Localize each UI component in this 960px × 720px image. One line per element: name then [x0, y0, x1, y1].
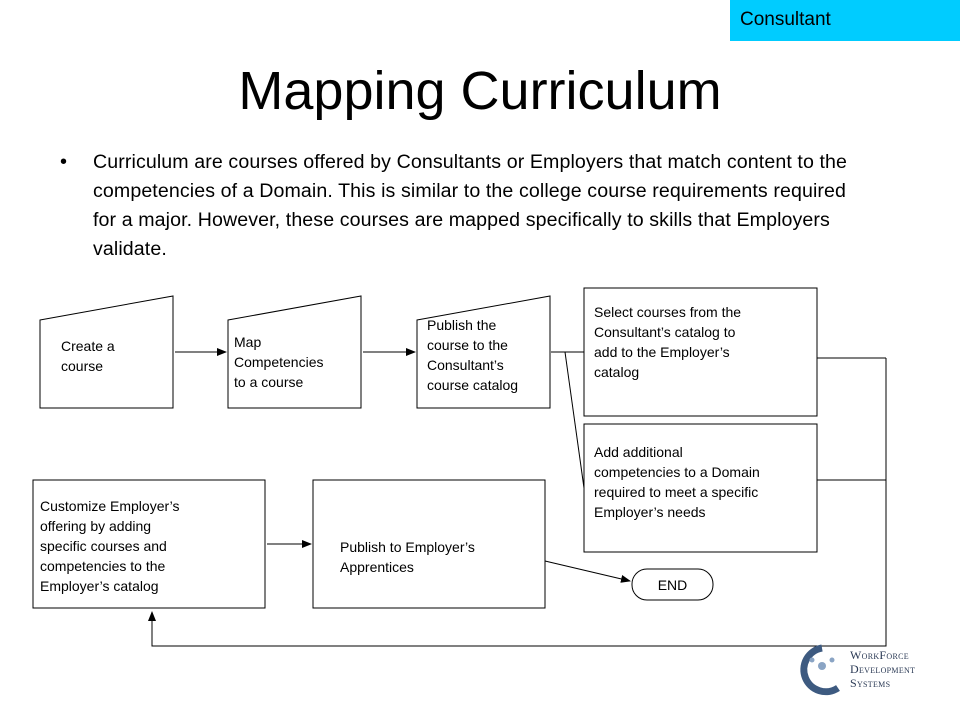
publish-catalog-label: Publish the course to the Consultant’s course catalog: [427, 317, 519, 393]
logo-line-2: Development: [850, 662, 916, 676]
publish-apprentices-label: Publish to Employer’s Apprentices: [340, 539, 475, 575]
add-competencies-label: Add additional competencies to a Domain required to meet a specific Employer’s needs: [594, 444, 760, 520]
role-badge: Consultant: [730, 0, 960, 41]
map-competencies-label: Map Competencies to a course: [234, 334, 324, 390]
bullet-text: Curriculum are courses offered by Consultants or Employers that match content to the competencies of a Domain. This is similar to the college course requirements required for a major. However, these courses are mapped specifically to skills that Employers validate.: [93, 151, 848, 260]
logo-line-3: Systems: [850, 676, 891, 690]
create-course-label: Create a course: [61, 338, 115, 374]
company-logo-text: [850, 648, 915, 690]
arrow-publish-to-end: [545, 561, 630, 581]
page-title: Mapping Curriculum: [238, 61, 722, 121]
company-logo-mark: [804, 648, 838, 692]
connector-publish-to-add: [565, 352, 584, 488]
logo-line-1: WorkForce: [850, 648, 909, 662]
bullet-marker: •: [60, 151, 68, 173]
customize-offering-label: Customize Employer’s offering by adding specific courses and competencies to the Employer’s catalog: [40, 498, 180, 594]
select-courses-label: Select courses from the Consultant’s catalog to add to the Employer’s catalog: [594, 304, 742, 380]
end-label: END: [657, 577, 688, 593]
